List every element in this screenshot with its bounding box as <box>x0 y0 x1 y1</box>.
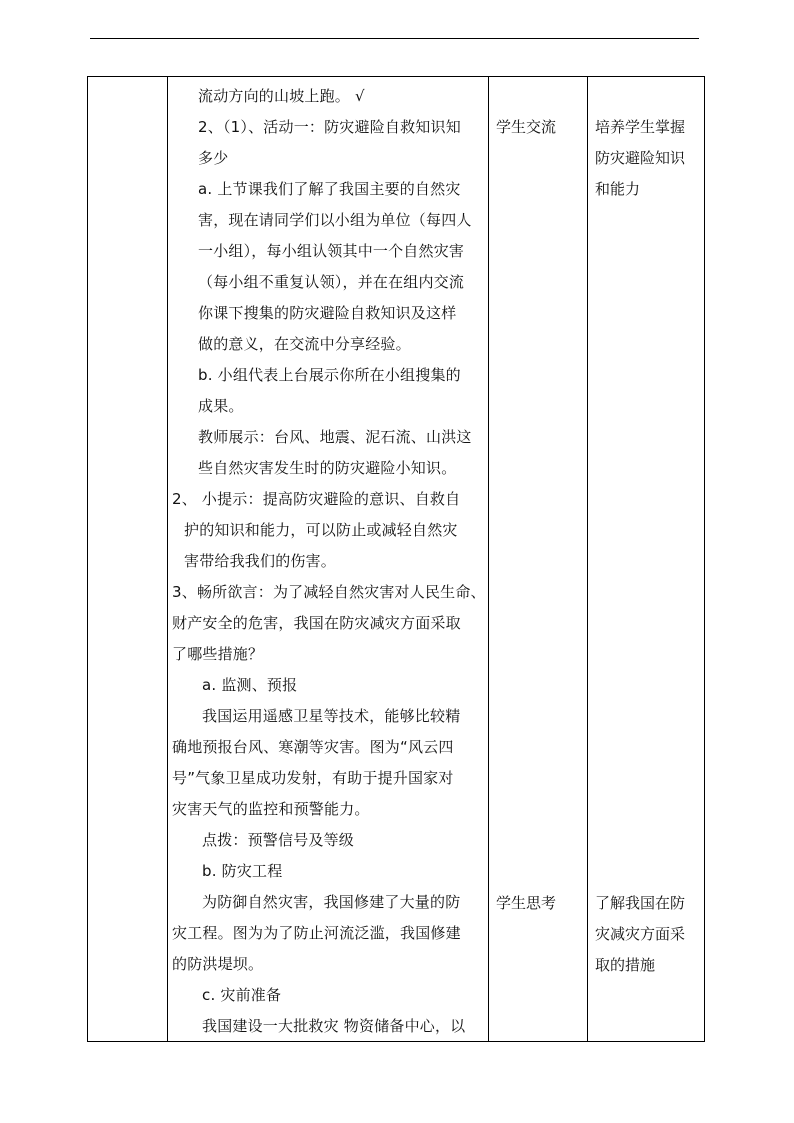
content-line: 流动方向的山坡上跑。 √ <box>198 87 365 105</box>
content-line: 号”气象卫星成功发射，有助于提升国家对 <box>172 769 454 787</box>
content-line: 我国运用遥感卫星等技术，能够比较精 <box>202 707 461 725</box>
content-line: 一小组），每小组认领其中一个自然灾害 <box>198 242 465 260</box>
content-line: 害，现在请同学们以小组为单位（每四人 <box>198 211 472 229</box>
design-intent-text: 取的措施 <box>595 956 656 974</box>
column-divider-1 <box>167 76 168 1042</box>
content-line: 点拨：预警信号及等级 <box>202 831 355 849</box>
content-line: 护的知识和能力，可以防止或减轻自然灾 <box>184 521 458 539</box>
content-line: c. 灾前准备 <box>202 986 282 1004</box>
design-intent-text: 和能力 <box>595 180 641 198</box>
column-divider-2 <box>488 76 489 1042</box>
content-line: 害带给我我们的伤害。 <box>184 552 337 570</box>
content-line: b. 防灾工程 <box>202 862 283 880</box>
content-line: 了哪些措施？ <box>172 645 264 663</box>
content-line: 为防御自然灾害，我国修建了大量的防 <box>202 893 461 911</box>
content-line: 做的意义，在交流中分享经验。 <box>198 335 411 353</box>
content-line: 我国建设一大批救灾 物资储备中心，以 <box>202 1017 466 1035</box>
content-line: 你课下搜集的防灾避险自救知识及这样 <box>198 304 457 322</box>
content-line: a. 上节课我们了解了我国主要的自然灾 <box>198 180 461 198</box>
content-line: 成果。 <box>198 397 244 415</box>
design-intent-text: 培养学生掌握 <box>595 118 686 136</box>
content-line: a. 监测、预报 <box>202 676 298 694</box>
content-line: 些自然灾害发生时的防灾避险小知识。 <box>198 459 457 477</box>
content-line: 的防洪堤坝。 <box>172 955 264 973</box>
content-line: 2、（1）、活动一：防灾避险自救知识知 <box>198 118 461 136</box>
column-divider-3 <box>587 76 588 1042</box>
content-line: 确地预报台风、寒潮等灾害。图为“风云四 <box>172 738 454 756</box>
content-line: 财产安全的危害，我国在防灾减灾方面采取 <box>172 614 461 632</box>
content-line: 多少 <box>198 149 229 167</box>
student-activity-text: 学生交流 <box>496 118 557 136</box>
content-line: 3、畅所欲言：为了减轻自然灾害对人民生命、 <box>172 583 486 601</box>
content-line: （每小组不重复认领），并在在组内交流 <box>198 273 465 291</box>
content-line: 灾害天气的监控和预警能力。 <box>172 800 370 818</box>
page-header-rule <box>90 38 699 39</box>
content-line: 教师展示：台风、地震、泥石流、山洪这 <box>198 428 472 446</box>
content-line: 2、 小提示：提高防灾避险的意识、自救自 <box>172 490 461 508</box>
design-intent-text: 防灾避险知识 <box>595 149 686 167</box>
student-activity-text: 学生思考 <box>496 894 557 912</box>
design-intent-text: 灾减灾方面采 <box>595 925 686 943</box>
design-intent-text: 了解我国在防 <box>595 894 686 912</box>
content-line: 灾工程。图为为了防止河流泛滥，我国修建 <box>172 924 461 942</box>
content-line: b. 小组代表上台展示你所在小组搜集的 <box>198 366 461 384</box>
